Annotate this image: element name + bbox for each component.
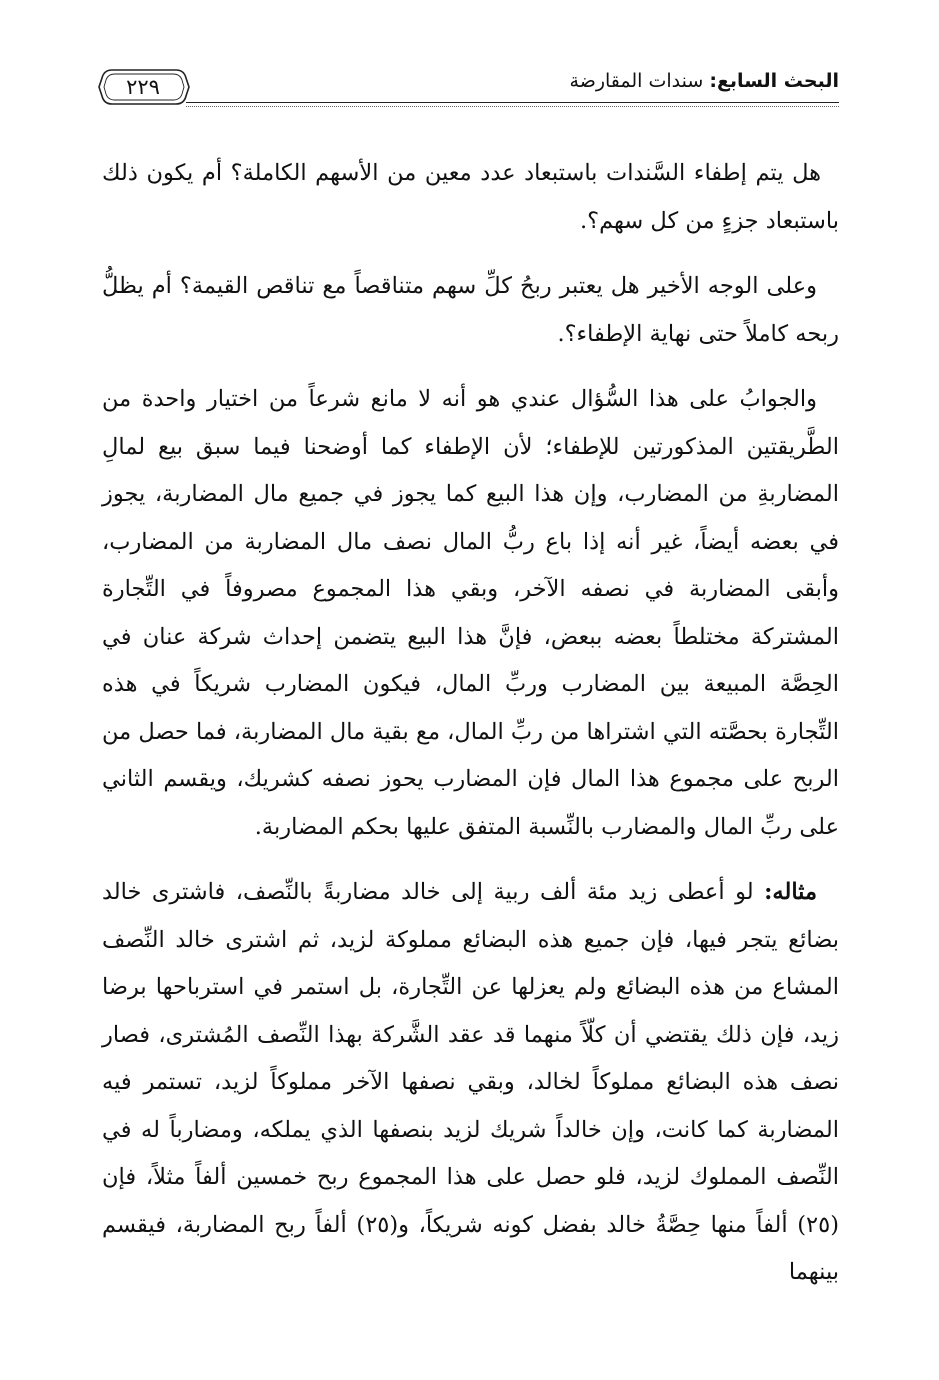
- paragraph-2: وعلى الوجه الأخير هل يعتبر ربحُ كلِّ سهم متناقصاً مع تناقص القيمة؟ أم يظلُّ ربحه كاملاً حتى نهاية الإطفاء؟.: [102, 273, 839, 347]
- paragraph-1: هل يتم إطفاء السَّندات باستبعاد عدد معين من الأسهم الكاملة؟ أم يكون ذلك باستبعاد جزءٍ من كل سهم؟.: [102, 160, 839, 234]
- running-header: [98, 58, 839, 112]
- body-text: [102, 150, 839, 1315]
- header-divider-dotted: [186, 106, 839, 107]
- chapter-title: سندات المقارضة: [569, 70, 704, 92]
- example-text: لو أعطى زيد مئة ألف ربية إلى خالد مضاربةً بالنِّصف، فاشترى خالد بضائع يتجر فيها، فإن جميع هذه البضائع مملوكة لزيد، ثم اشترى خالد النِّصف المشاع من هذه البضائع ولم يعزلها عن التِّجارة، بل استمر في استرباحها برضا زيد، فإن ذلك يقتضي أن كلّاً منهما قد عقد الشَّركة بهذا النِّصف المُشترى، فصار نصف هذه البضائع مملوكاً لخالد، وبقي نصفها الآخر مملوكاً لزيد، تستمر فيه المضاربة كما كانت، وإن خالداً شريك لزيد بنصفها الذي يملكه، ومضارباً له في النِّصف المملوك لزيد، فلو حصل على هذا المجموع ربح خمسين ألفاً مثلاً، فإن (٢٥) ألفاً منها حِصَّةُ خالد بفضل كونه شريكاً، و(٢٥) ألفاً ربح المضاربة، فيقسم بينهما: [102, 879, 839, 1285]
- paragraph-4: [102, 869, 839, 1297]
- header-divider: [186, 102, 839, 103]
- page-number: ٢٢٩: [126, 75, 160, 99]
- paragraph-3: والجوابُ على هذا السُّؤال عندي هو أنه لا مانع شرعاً من اختيار واحدة من الطَّريقتين المذكورتين للإطفاء؛ لأن الإطفاء كما أوضحنا فيما سبق بيع لمالِ المضاربةِ من المضارب، وإن هذا البيع كما يجوز في جميع مال المضاربة، يجوز في بعضه أيضاً، غير أنه إذا باع ربُّ المال نصف مال المضاربة من المضارب، وأبقى المضاربة في نصفه الآخر، وبقي هذا المجموع مصروفاً في التِّجارة المشتركة مختلطاً بعضه ببعض، فإنَّ هذا البيع يتضمن إحداث شركة عنان في الحِصَّة المبيعة بين المضارب وربِّ المال، فيكون المضارب شريكاً في هذه التِّجارة بحصَّته التي اشتراها من ربِّ المال، مع بقية مال المضاربة، فما حصل من الربح على مجموع هذا المال فإن المضارب يحوز نصفه كشريك، ويقسم الثاني على ربِّ المال والمضارب بالنِّسبة المتفق عليها بحكم المضاربة.: [102, 386, 839, 840]
- chapter-label: البحث السابع:: [709, 70, 839, 92]
- chapter-heading: [570, 70, 839, 92]
- example-label: مثاله:: [764, 879, 818, 905]
